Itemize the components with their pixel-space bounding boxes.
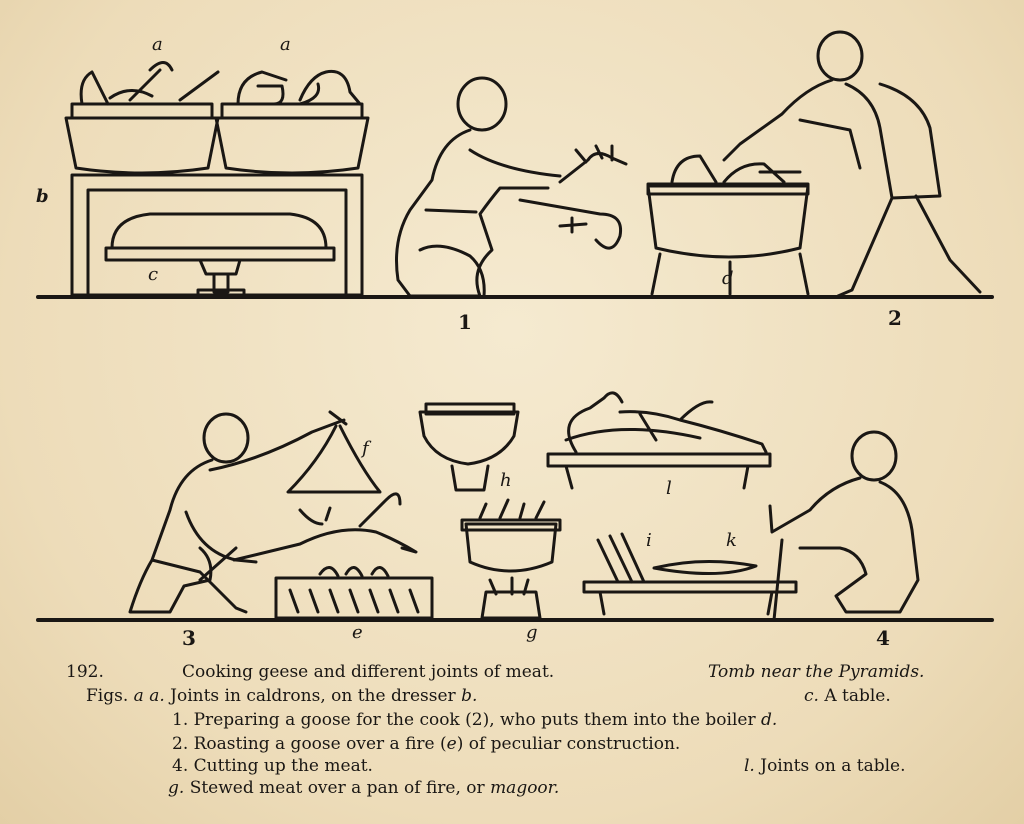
caption-title: Cooking geese and different joints of meat. <box>182 662 555 682</box>
label-l: l <box>666 478 672 499</box>
caption-stewed: Stewed meat over a pan of fire, or <box>189 778 485 798</box>
figure-3-kneeling-roaster <box>130 414 344 612</box>
caption-magoor: magoor. <box>490 778 560 798</box>
caption-line-4 <box>172 734 680 754</box>
caption-line-5-right <box>744 756 906 776</box>
caption-figs: Figs. <box>86 686 129 706</box>
table-with-block-i <box>584 534 796 614</box>
figure-1-kneeling-man <box>397 78 627 296</box>
caption-line-3 <box>172 710 777 730</box>
label-f: f <box>362 438 369 459</box>
label-d: d <box>722 268 734 289</box>
caption-preparing: 1. Preparing a goose for the cook (2), who puts them into the boiler <box>172 710 756 730</box>
figure-number-3: 3 <box>182 626 196 650</box>
caption-construction: ) of peculiar construction. <box>456 734 681 754</box>
caption-number: 192. <box>66 662 104 682</box>
caption-line-5: 4. Cutting up the meat. <box>172 756 373 776</box>
label-b: b <box>36 186 49 207</box>
table-l-with-joints <box>548 393 770 488</box>
caption-source: Tomb near the Pyramids. <box>708 662 925 682</box>
caption-g: g. <box>168 778 185 798</box>
caldron-a-left <box>66 63 218 174</box>
caption-line-2-right <box>804 686 891 706</box>
caption-line-6 <box>168 778 559 798</box>
figure-number-1: 1 <box>458 310 472 334</box>
roasting-goose <box>234 494 416 560</box>
caption-line-2 <box>86 686 477 706</box>
figure-number-4: 4 <box>876 626 890 650</box>
caption-joints-text: Joints in caldrons, on the dresser <box>170 686 456 706</box>
caption-aa: a a. <box>133 686 165 706</box>
caption-l: l. <box>744 756 755 776</box>
label-g: g <box>526 622 538 643</box>
caption-joints-on-table: Joints on a table. <box>760 756 906 776</box>
label-c: c <box>148 264 159 285</box>
caption-e: e <box>446 734 457 754</box>
caption-c: c. <box>804 686 819 706</box>
caption-roasting: 2. Roasting a goose over a fire ( <box>172 734 447 754</box>
label-a-right: a <box>280 34 291 55</box>
label-k: k <box>726 530 737 551</box>
label-i: i <box>646 530 652 551</box>
magoor-g <box>462 500 560 618</box>
caption-b: b. <box>461 686 478 706</box>
label-e: e <box>352 622 363 643</box>
table-c-with-meat <box>106 214 334 297</box>
caption-table: A table. <box>824 686 891 706</box>
caption-d: d. <box>761 710 778 730</box>
fire-grate-e <box>276 567 432 618</box>
label-h: h <box>500 470 512 491</box>
label-a-left: a <box>152 34 163 55</box>
caldron-a-right <box>216 71 368 173</box>
figure-number-2: 2 <box>888 306 902 330</box>
